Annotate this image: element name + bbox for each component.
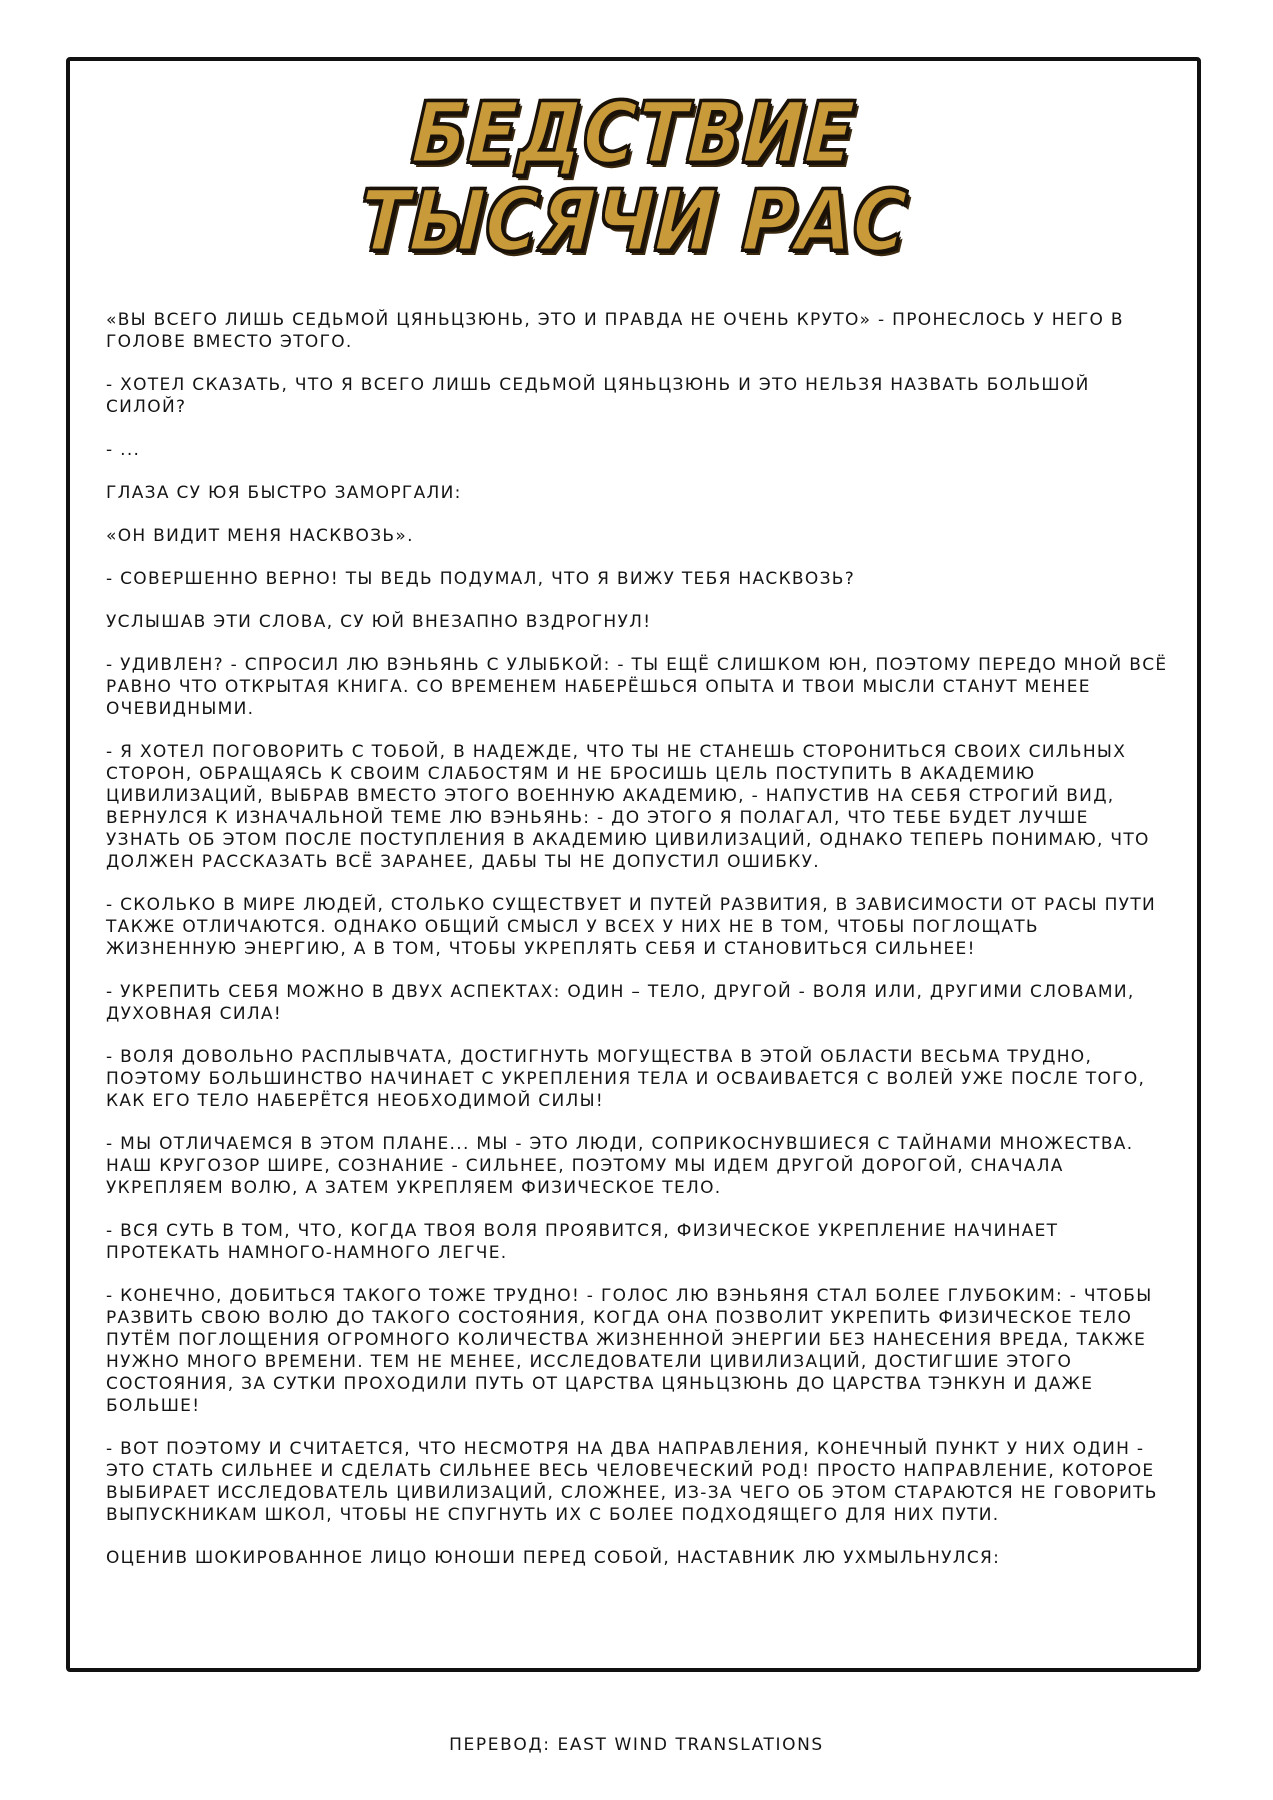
title-line-1: БЕДСТВИЕ — [409, 84, 858, 182]
paragraph: ОЦЕНИВ ШОКИРОВАННОЕ ЛИЦО ЮНОШИ ПЕРЕД СОБОЙ, НАСТАВНИК ЛЮ УХМЫЛЬНУЛСЯ: — [106, 1548, 1001, 1568]
text-body — [106, 309, 1169, 1590]
translation-credit: ПЕРЕВОД: EAST WIND TRANSLATIONS — [449, 1735, 824, 1755]
paragraph: «ОН ВИДИТ МЕНЯ НАСКВОЗЬ». — [106, 526, 414, 546]
page-frame — [66, 57, 1201, 1672]
paragraph: - Я ХОТЕЛ ПОГОВОРИТЬ С ТОБОЙ, В НАДЕЖДЕ, ЧТО ТЫ НЕ СТАНЕШЬ СТОРОНИТЬСЯ СВОИХ СИЛЬНЫХ СТОРОН, ОБРАЩАЯСЬ К СВОИМ СЛАБОСТЯМ И НЕ БРОСИШЬ ЦЕЛЬ ПОСТУПИТЬ В АКАДЕМИЮ ЦИВИЛИЗАЦИЙ, ВЫБРАВ ВМЕСТО ЭТОГО ВОЕННУЮ АКАДЕМИЮ, - НАПУСТИВ НА СЕБЯ СТРОГИЙ ВИД, ВЕРНУЛСЯ К ИЗНАЧАЛЬНОЙ ТЕМЕ ЛЮ ВЭНЬЯНЬ: - ДО ЭТОГО Я ПОЛАГАЛ, ЧТО ТЕБЕ БУДЕТ ЛУЧШЕ УЗНАТЬ ОБ ЭТОМ ПОСЛЕ ПОСТУПЛЕНИЯ В АКАДЕМИЮ ЦИВИЛИЗАЦИЙ, ОДНАКО ТЕПЕРЬ ПОНИМАЮ, ЧТО ДОЛЖЕН РАССКАЗАТЬ ВСЁ ЗАРАНЕЕ, ДАБЫ ТЫ НЕ ДОПУСТИЛ ОШИБКУ. — [106, 742, 1150, 872]
paragraph: «ВЫ ВСЕГО ЛИШЬ СЕДЬМОЙ ЦЯНЬЦЗЮНЬ, ЭТО И ПРАВДА НЕ ОЧЕНЬ КРУТО» - ПРОНЕСЛОСЬ У НЕГО В ГОЛОВЕ ВМЕСТО ЭТОГО. — [106, 310, 1124, 352]
paragraph: - ВСЯ СУТЬ В ТОМ, ЧТО, КОГДА ТВОЯ ВОЛЯ ПРОЯВИТСЯ, ФИЗИЧЕСКОЕ УКРЕПЛЕНИЕ НАЧИНАЕТ ПРОТЕКАТЬ НАМНОГО-НАМНОГО ЛЕГЧЕ. — [106, 1221, 1059, 1263]
paragraph: - УКРЕПИТЬ СЕБЯ МОЖНО В ДВУХ АСПЕКТАХ: ОДИН – ТЕЛО, ДРУГОЙ - ВОЛЯ ИЛИ, ДРУГИМИ СЛОВАМИ, ДУХОВНАЯ СИЛА! — [106, 982, 1135, 1024]
paragraph: - ... — [106, 440, 141, 460]
paragraph: - СКОЛЬКО В МИРЕ ЛЮДЕЙ, СТОЛЬКО СУЩЕСТВУЕТ И ПУТЕЙ РАЗВИТИЯ, В ЗАВИСИМОСТИ ОТ РАСЫ ПУТИ ТАКЖЕ ОТЛИЧАЮТСЯ. ОДНАКО ОБЩИЙ СМЫСЛ У ВСЕХ У НИХ НЕ В ТОМ, ЧТОБЫ ПОГЛОЩАТЬ ЖИЗНЕННУЮ ЭНЕРГИЮ, А В ТОМ, ЧТОБЫ УКРЕПЛЯТЬ СЕБЯ И СТАНОВИТЬСЯ СИЛЬНЕЕ! — [106, 895, 1157, 959]
paragraph: - СОВЕРШЕННО ВЕРНО! ТЫ ВЕДЬ ПОДУМАЛ, ЧТО Я ВИЖУ ТЕБЯ НАСКВОЗЬ? — [106, 569, 856, 589]
paragraph: - УДИВЛЕН? - СПРОСИЛ ЛЮ ВЭНЬЯНЬ С УЛЫБКОЙ: - ТЫ ЕЩЁ СЛИШКОМ ЮН, ПОЭТОМУ ПЕРЕДО МНОЙ ВСЁ РАВНО ЧТО ОТКРЫТАЯ КНИГА. СО ВРЕМЕНЕМ НАБЕРЁШЬСЯ ОПЫТА И ТВОИ МЫСЛИ СТАНУТ МЕНЕЕ ОЧЕВИДНЫМИ. — [106, 655, 1168, 719]
paragraph: - МЫ ОТЛИЧАЕМСЯ В ЭТОМ ПЛАНЕ... МЫ - ЭТО ЛЮДИ, СОПРИКОСНУВШИЕСЯ С ТАЙНАМИ МНОЖЕСТВА. НАШ КРУГОЗОР ШИРЕ, СОЗНАНИЕ - СИЛЬНЕЕ, ПОЭТОМУ МЫ ИДЕМ ДРУГОЙ ДОРОГОЙ, СНАЧАЛА УКРЕПЛЯЕМ ВОЛЮ, А ЗАТЕМ УКРЕПЛЯЕМ ФИЗИЧЕСКОЕ ТЕЛО. — [106, 1134, 1134, 1198]
paragraph: УСЛЫШАВ ЭТИ СЛОВА, СУ ЮЙ ВНЕЗАПНО ВЗДРОГНУЛ! — [106, 612, 652, 632]
paragraph: - ВОТ ПОЭТОМУ И СЧИТАЕТСЯ, ЧТО НЕСМОТРЯ НА ДВА НАПРАВЛЕНИЯ, КОНЕЧНЫЙ ПУНКТ У НИХ ОДИН - ЭТО СТАТЬ СИЛЬНЕЕ И СДЕЛАТЬ СИЛЬНЕЕ ВЕСЬ ЧЕЛОВЕЧЕСКИЙ РОД! ПРОСТО НАПРАВЛЕНИЕ, КОТОРОЕ ВЫБИРАЕТ ИССЛЕДОВАТЕЛЬ ЦИВИЛИЗАЦИЙ, СЛОЖНЕЕ, ИЗ-ЗА ЧЕГО ОБ ЭТОМ СТАРАЮТСЯ НЕ ГОВОРИТЬ ВЫПУСКНИКАМ ШКОЛ, ЧТОБЫ НЕ СПУГНУТЬ ИХ С БОЛЕЕ ПОДХОДЯЩЕГО ДЛЯ НИХ ПУТИ. — [106, 1439, 1158, 1525]
paragraph: - ХОТЕЛ СКАЗАТЬ, ЧТО Я ВСЕГО ЛИШЬ СЕДЬМОЙ ЦЯНЬЦЗЮНЬ И ЭТО НЕЛЬЗЯ НАЗВАТЬ БОЛЬШОЙ СИЛОЙ? — [106, 375, 1090, 417]
paragraph: - ВОЛЯ ДОВОЛЬНО РАСПЛЫВЧАТА, ДОСТИГНУТЬ МОГУЩЕСТВА В ЭТОЙ ОБЛАСТИ ВЕСЬМА ТРУДНО, ПОЭТОМУ БОЛЬШИНСТВО НАЧИНАЕТ С УКРЕПЛЕНИЯ ТЕЛА И ОСВАИВАЕТСЯ С ВОЛЕЙ УЖЕ ПОСЛЕ ТОГО, КАК ЕГО ТЕЛО НАБЕРЁТСЯ НЕОБХОДИМОЙ СИЛЫ! — [106, 1047, 1146, 1111]
title-logo — [70, 86, 1197, 268]
title-line-2: ТЫСЯЧИ РАС — [356, 172, 911, 270]
paragraph: ГЛАЗА СУ ЮЯ БЫСТРО ЗАМОРГАЛИ: — [106, 483, 462, 503]
paragraph: - КОНЕЧНО, ДОБИТЬСЯ ТАКОГО ТОЖЕ ТРУДНО! - ГОЛОС ЛЮ ВЭНЬЯНЯ СТАЛ БОЛЕЕ ГЛУБОКИМ: - ЧТОБЫ РАЗВИТЬ СВОЮ ВОЛЮ ДО ТАКОГО СОСТОЯНИЯ, КОГДА ОНА ПОЗВОЛИТ УКРЕПИТЬ ФИЗИЧЕСКОЕ ТЕЛО ПУТЁМ ПОГЛОЩЕНИЯ ОГРОМНОГО КОЛИЧЕСТВА ЖИЗНЕННОЙ ЭНЕРГИИ БЕЗ НАНЕСЕНИЯ ВРЕДА, ТАКЖЕ НУЖНО МНОГО ВРЕМЕНИ. ТЕМ НЕ МЕНЕЕ, ИССЛЕДОВАТЕЛИ ЦИВИЛИЗАЦИЙ, ДОСТИГШИЕ ЭТОГО СОСТОЯНИЯ, ЗА СУТКИ ПРОХОДИЛИ ПУТЬ ОТ ЦАРСТВА ЦЯНЬЦЗЮНЬ ДО ЦАРСТВА ТЭНКУН И ДАЖЕ БОЛЬШЕ! — [106, 1286, 1153, 1416]
